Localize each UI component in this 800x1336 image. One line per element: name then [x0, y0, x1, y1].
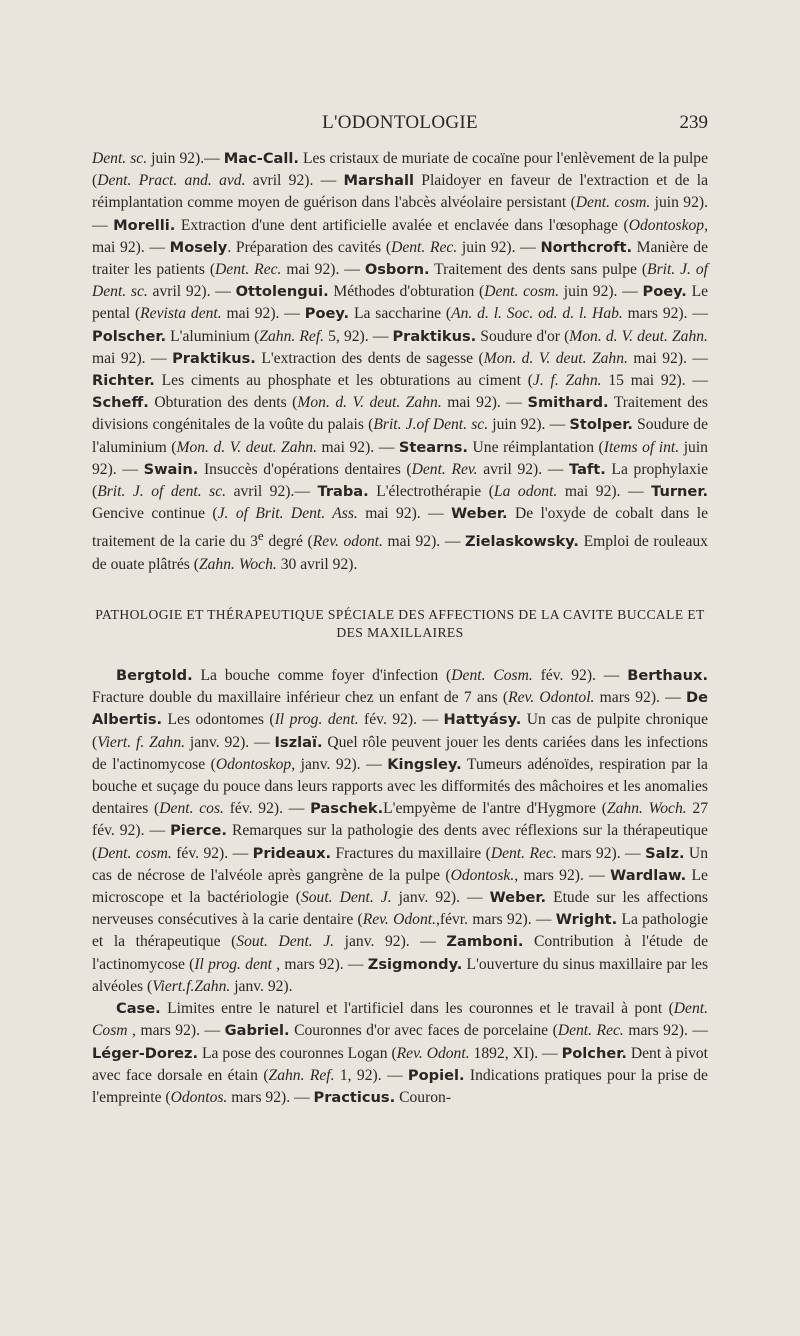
- bibliography-paragraph: Dent. sc. juin 92).— Mac-Call. Les cristaux de muriate de cocaïne pour l'enlèvement de la pulpe (Dent. Pract. and. avd. avril 92). — Marshall Plaidoyer en faveur de l'extraction et de la réimplantation comme moyen de guérison dans l'abcès alvéolaire persistant (Dent. cosm. juin 92). — Morelli. Extraction d'une dent artificielle avalée et enclavée dans l'œsophage (Odontoskop, mai 92). — Mosely. Préparation des cavités (Dent. Rec. juin 92). — Northcroft. Manière de traiter les patients (Dent. Rec. mai 92). — Osborn. Traitement des dents sans pulpe (Brit. J. of Dent. sc. avril 92). — Ottolengui. Méthodes d'obturation (Dent. cosm. juin 92). — Poey. Le pental (Revista dent. mai 92). — Poey. La saccharine (An. d. l. Soc. od. d. l. Hab. mars 92). — Polscher. L'aluminium (Zahn. Ref. 5, 92). — Praktikus. Soudure d'or (Mon. d. V. deut. Zahn. mai 92). — Praktikus. L'extraction des dents de sagesse (Mon. d. V. deut. Zahn. mai 92). — Richter. Les ciments au phosphate et les obturations au ciment (J. f. Zahn. 15 mai 92). — Scheff. Obturation des dents (Mon. d. V. deut. Zahn. mai 92). — Smithard. Traitement des divisions congénitales de la voûte du palais (Brit. J.of Dent. sc. juin 92). — Stolper. Soudure de l'aluminium (Mon. d. V. deut. Zahn. mai 92). — Stearns. Une réimplantation (Items of int. juin 92). — Swain. Insuccès d'opérations dentaires (Dent. Rev. avril 92). — Taft. La prophylaxie (Brit. J. of dent. sc. avril 92).— Traba. L'électrothérapie (La odont. mai 92). — Turner. Gencive continue (J. of Brit. Dent. Ass. mai 92). — Weber. De l'oxyde de cobalt dans le traitement de la carie du 3e degré (Rev. odont. mai 92). — Zielaskowsky. Emploi de rouleaux de ouate plâtrés (Zahn. Woch. 30 avril 92).: [92, 150, 709, 573]
- page-number: 239: [679, 112, 708, 133]
- page-header: [92, 112, 708, 140]
- bibliography-paragraph: Case. Limites entre le naturel et l'artificiel dans les couronnes et le travail à pont (Dent. Cosm , mars 92). — Gabriel. Couronnes d'or avec faces de porcelaine (Dent. Rec. mars 92). — Léger-Dorez. La pose des couronnes Logan (Rev. Odont. 1892, XI). — Polcher. Dent à pivot avec face dorsale en étain (Zahn. Ref. 1, 92). — Popiel. Indications pratiques pour la prise de l'empreinte (Odontos. mars 92). — Practicus. Couron-: [92, 1000, 709, 1106]
- section-heading: PATHOLOGIE ET THÉRAPEUTIQUE SPÉCIALE DES AFFECTIONS DE LA CAVITE BUCCALE ET DES MAXILLAIRES: [95, 607, 705, 640]
- body-text: [92, 148, 708, 1109]
- running-title: L'ODONTOLOGIE: [322, 112, 478, 133]
- bibliography-paragraph: Bergtold. La bouche comme foyer d'infection (Dent. Cosm. fév. 92). — Berthaux. Fracture double du maxillaire inférieur chez un enfant de 7 ans (Rev. Odontol. mars 92). — De Albertis. Les odontomes (Il prog. dent. fév. 92). — Hattyásy. Un cas de pulpite chronique (Viert. f. Zahn. janv. 92). — Iszlaï. Quel rôle peuvent jouer les dents cariées dans les infections de l'actinomycose (Odontoskop, janv. 92). — Kingsley. Tumeurs adénoïdes, respiration par la bouche et suçage du pouce dans leurs rapports avec les difformités des mâchoires et les anomalies dentaires (Dent. cos. fév. 92). — Paschek.L'empyème de l'antre d'Hygmore (Zahn. Woch. 27 fév. 92). — Pierce. Remarques sur la pathologie des dents avec réflexions sur la thérapeutique (Dent. cosm. fév. 92). — Prideaux. Fractures du maxillaire (Dent. Rec. mars 92). — Salz. Un cas de nécrose de l'alvéole après gangrène de la pulpe (Odontosk., mars 92). — Wardlaw. Le microscope et la bactériologie (Sout. Dent. J. janv. 92). — Weber. Etude sur les affections nerveuses consécutives à la carie dentaire (Rev. Odont.,févr. mars 92). — Wright. La pathologie et la thérapeutique (Sout. Dent. J. janv. 92). — Zamboni. Contribution à l'étude de l'actinomycose (Il prog. dent , mars 92). — Zsigmondy. L'ouverture du sinus maxillaire par les alvéoles (Viert.f.Zahn. janv. 92).: [92, 667, 709, 995]
